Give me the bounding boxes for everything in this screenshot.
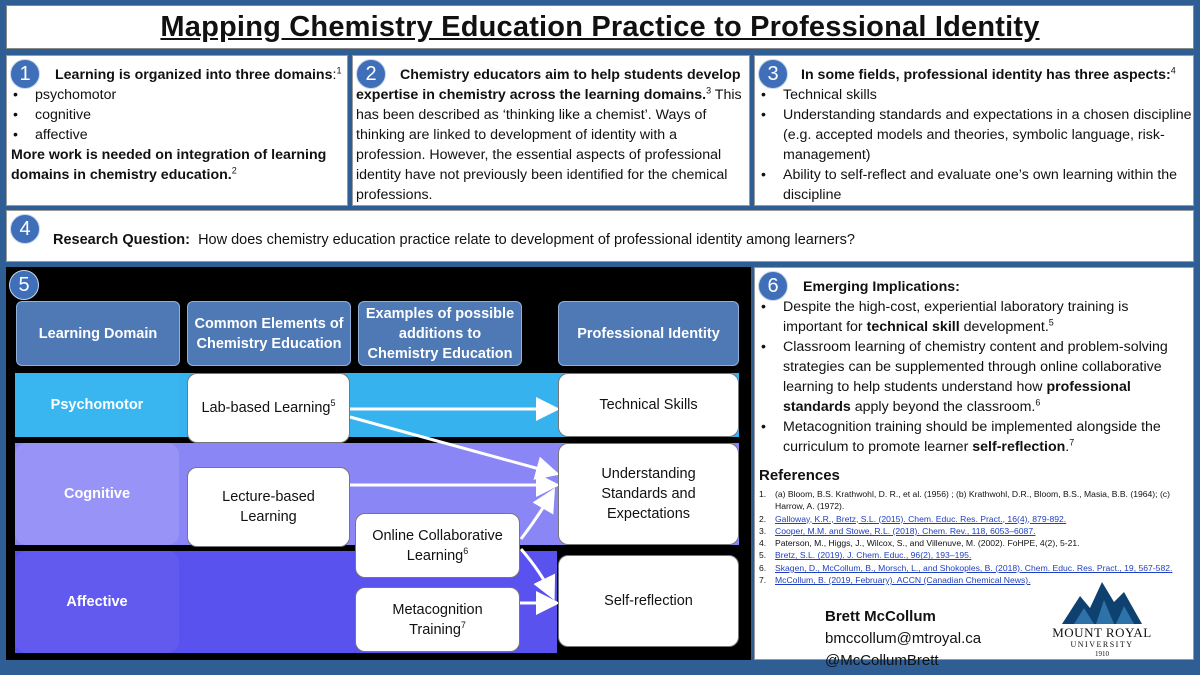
panel-3: 3 In some fields, professional identity has three aspects:$^4$ • Technical skills • Understanding standards and expectations in a chosen discipline (e.g. accepted models and theories, symbolic language, risk-management) • Ability to self-reflect and evaluate one’s own learning within the discipline bbox=[754, 55, 1194, 206]
mountain-logo-icon bbox=[1060, 578, 1144, 626]
panel-2-number: 2 bbox=[356, 59, 386, 89]
panel-3-heading: In some fields, professional identity has three aspects: bbox=[801, 67, 1171, 83]
panel-1: 1 Learning is organized into three domains:$^1$ • psychomotor • cognitive • affective More work is needed on integration of learning domains in chemistry education.$^2$ bbox=[6, 55, 348, 206]
panel-2-body: This has been described as ‘thinking like a chemist’. Ways of thinking are linked to development of identity with a profession. However, the essential aspects of professional identity have not previously been identified for the chemical professions. bbox=[356, 87, 742, 203]
domain-label-cognitive: Cognitive bbox=[15, 443, 179, 545]
university-logo: MOUNT ROYAL UNIVERSITY 1910 bbox=[1037, 578, 1167, 658]
arrow-online-to-selfreflection bbox=[521, 549, 552, 595]
header-professional-identity: Professional Identity bbox=[558, 301, 739, 366]
implications-list bbox=[759, 297, 1191, 457]
author-email[interactable]: bmccollum@mtroyal.ca bbox=[825, 630, 982, 647]
understanding-standards-box: Understanding Standards and Expectations bbox=[558, 443, 739, 545]
identity-aspects-list bbox=[759, 85, 1193, 205]
list-item: • cognitive bbox=[11, 105, 347, 125]
panel-6-heading: Emerging Implications: bbox=[803, 279, 960, 295]
list-item: • Ability to self-reflect and evaluate one’s own learning within the discipline bbox=[759, 165, 1193, 205]
technical-skills-box: Technical Skills bbox=[558, 373, 739, 437]
reference-item[interactable]: 3. Cooper, M.M. and Stowe, R.L. (2018). Chem. Rev., 118, 6053–6087. bbox=[759, 525, 1036, 536]
reference-item: 1. (a) Bloom, B.S. Krathwohl, D. R., et al. (1956) ; (b) Krathwohl, D.R., Bloom, B.S., Masia, B.B. (1964); (c) Harrow, A. (1972). bbox=[759, 489, 1170, 512]
panel-4-number: 4 bbox=[10, 214, 40, 244]
list-item: • affective bbox=[11, 125, 347, 145]
metacognition-training-box: Metacognition Training$^7$ bbox=[355, 587, 520, 652]
panel-5-diagram bbox=[6, 267, 751, 660]
panel-2-heading: Chemistry educators aim to help students develop expertise in chemistry across the learning domains. bbox=[356, 67, 741, 103]
research-question-label: Research Question: bbox=[53, 232, 190, 248]
author-name: Brett McCollum bbox=[825, 608, 936, 625]
reference-item[interactable]: 6. Skagen, D., McCollum, B., Morsch, L., and Shokoples, B. (2018). Chem. Educ. Res. Pract., 19, 567-582. bbox=[759, 562, 1173, 573]
reference-item[interactable]: 2. Galloway, K.R., Bretz, S.L. (2015). Chem. Educ. Res. Pract., 16(4), 879-892. bbox=[759, 513, 1067, 524]
online-collaborative-learning-box: Online Collaborative Learning$^6$ bbox=[355, 513, 520, 578]
poster-title: Mapping Chemistry Education Practice to Professional Identity bbox=[160, 10, 1040, 43]
domain-label-affective: Affective bbox=[15, 551, 179, 653]
panel-1-heading: Learning is organized into three domains bbox=[55, 67, 333, 83]
arrow-online-to-standards bbox=[521, 493, 552, 539]
research-question: How does chemistry education practice relate to development of professional identity among learners? bbox=[198, 232, 855, 248]
references-heading: References bbox=[759, 467, 840, 484]
self-reflection-box: Self-reflection bbox=[558, 555, 739, 647]
panel-6-number: 6 bbox=[758, 271, 788, 301]
list-item: • psychomotor bbox=[11, 85, 347, 105]
panel-3-number: 3 bbox=[758, 59, 788, 89]
domain-list bbox=[11, 85, 347, 145]
panel-1-number: 1 bbox=[10, 59, 40, 89]
list-item: • Understanding standards and expectations in a chosen discipline (e.g. accepted models and theories, symbolic language, risk-management) bbox=[759, 105, 1193, 165]
references-list bbox=[759, 488, 1183, 586]
reference-item[interactable]: 5. Bretz, S.L. (2019). J. Chem. Educ., 96(2), 193–195. bbox=[759, 550, 972, 561]
panel-1-closing: More work is needed on integration of learning domains in chemistry education. bbox=[11, 147, 327, 183]
panel-2: 2 Chemistry educators aim to help students develop expertise in chemistry across the learning domains.$^3$ This has been described as ‘thinking like a chemist’. Ways of thinking are linked to development of identity with a profession. However, the essential aspects of professional identity have not previously been identified for the chemical professions. bbox=[352, 55, 750, 206]
domain-label-psychomotor: Psychomotor bbox=[15, 373, 179, 437]
poster-title-box bbox=[6, 5, 1194, 49]
lab-based-learning-box: Lab-based Learning$^5$ bbox=[187, 373, 350, 443]
list-item: • Classroom learning of chemistry content and problem-solving strategies can be supplemented through online collaborative learning to help students understand how professional standards apply beyond the classroom.$^6$ bbox=[759, 337, 1191, 417]
header-common-elements: Common Elements of Chemistry Education bbox=[187, 301, 351, 366]
panel-5-number: 5 bbox=[9, 270, 39, 300]
list-item: • Metacognition training should be implemented alongside the curriculum to promote learner self-reflection.$^7$ bbox=[759, 417, 1191, 457]
lecture-based-learning-box: Lecture-based Learning bbox=[187, 467, 350, 547]
list-item: • Technical skills bbox=[759, 85, 1193, 105]
panel-4 bbox=[6, 210, 1194, 262]
header-learning-domain: Learning Domain bbox=[16, 301, 180, 366]
author-handle[interactable]: @McCollumBrett bbox=[825, 652, 939, 669]
reference-item: 4. Paterson, M., Higgs, J., Wilcox, S., and Villenuve, M. (2002). FoHPE, 4(2), 5-21. bbox=[759, 538, 1080, 549]
panel-6 bbox=[754, 267, 1194, 669]
arrow-lab-to-standards bbox=[350, 417, 554, 473]
reference-item[interactable]: 7. McCollum, B. (2019, February). ACCN (Canadian Chemical News). bbox=[759, 575, 1031, 586]
header-possible-additions: Examples of possible additions to Chemistry Education bbox=[358, 301, 522, 366]
list-item: • Despite the high-cost, experiential laboratory training is important for technical skill development.$^5$ bbox=[759, 297, 1191, 337]
